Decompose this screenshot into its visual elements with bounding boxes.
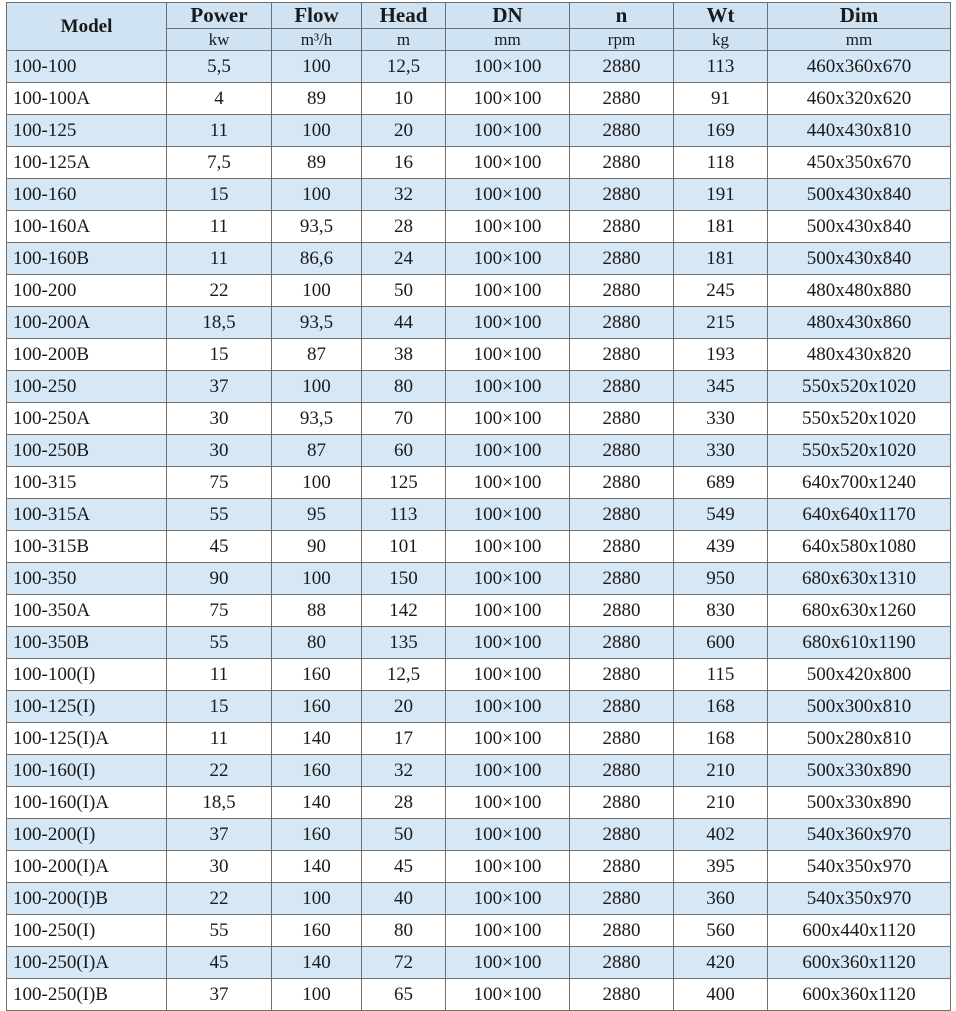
- cell-model: 100-125(I)A: [7, 723, 167, 755]
- table-cell: 95: [272, 499, 362, 531]
- table-cell: 20: [362, 115, 446, 147]
- table-cell: 80: [362, 371, 446, 403]
- table-cell: 11: [167, 723, 272, 755]
- table-cell: 17: [362, 723, 446, 755]
- table-cell: 100: [272, 467, 362, 499]
- cell-model: 100-200(I)A: [7, 851, 167, 883]
- cell-model: 100-350B: [7, 627, 167, 659]
- table-cell: 7,5: [167, 147, 272, 179]
- table-cell: 460x320x620: [768, 83, 951, 115]
- table-cell: 100×100: [446, 659, 570, 691]
- table-cell: 80: [272, 627, 362, 659]
- table-cell: 28: [362, 787, 446, 819]
- table-cell: 2880: [570, 595, 674, 627]
- table-cell: 160: [272, 659, 362, 691]
- table-cell: 600x360x1120: [768, 979, 951, 1011]
- table-cell: 560: [674, 915, 768, 947]
- table-row: [7, 499, 951, 531]
- header-row-titles: [7, 3, 951, 29]
- cell-model: 100-100(I): [7, 659, 167, 691]
- table-cell: 40: [362, 883, 446, 915]
- cell-model: 100-250(I)B: [7, 979, 167, 1011]
- table-cell: 15: [167, 179, 272, 211]
- table-cell: 2880: [570, 275, 674, 307]
- table-cell: 11: [167, 115, 272, 147]
- table-cell: 28: [362, 211, 446, 243]
- table-cell: 45: [362, 851, 446, 883]
- table-cell: 45: [167, 531, 272, 563]
- table-cell: 2880: [570, 723, 674, 755]
- table-cell: 2880: [570, 115, 674, 147]
- table-cell: 50: [362, 819, 446, 851]
- table-cell: 600x440x1120: [768, 915, 951, 947]
- table-row: [7, 627, 951, 659]
- table-cell: 100×100: [446, 371, 570, 403]
- table-cell: 140: [272, 851, 362, 883]
- table-cell: 640x640x1170: [768, 499, 951, 531]
- table-cell: 88: [272, 595, 362, 627]
- table-cell: 480x430x820: [768, 339, 951, 371]
- table-row: [7, 563, 951, 595]
- table-cell: 80: [362, 915, 446, 947]
- table-cell: 2880: [570, 819, 674, 851]
- table-cell: 181: [674, 243, 768, 275]
- table-cell: 24: [362, 243, 446, 275]
- table-cell: 30: [167, 403, 272, 435]
- table-cell: 100×100: [446, 531, 570, 563]
- table-cell: 2880: [570, 467, 674, 499]
- table-row: [7, 435, 951, 467]
- table-cell: 2880: [570, 979, 674, 1011]
- table-row: [7, 531, 951, 563]
- table-cell: 22: [167, 755, 272, 787]
- cell-model: 100-250(I): [7, 915, 167, 947]
- table-row: [7, 83, 951, 115]
- table-cell: 2880: [570, 83, 674, 115]
- table-row: [7, 371, 951, 403]
- cell-model: 100-315: [7, 467, 167, 499]
- table-cell: 210: [674, 755, 768, 787]
- table-cell: 55: [167, 627, 272, 659]
- table-row: [7, 467, 951, 499]
- cell-model: 100-160: [7, 179, 167, 211]
- table-cell: 550x520x1020: [768, 371, 951, 403]
- table-cell: 5,5: [167, 51, 272, 83]
- table-cell: 2880: [570, 755, 674, 787]
- table-cell: 89: [272, 147, 362, 179]
- table-cell: 2880: [570, 403, 674, 435]
- table-cell: 89: [272, 83, 362, 115]
- cell-model: 100-315A: [7, 499, 167, 531]
- table-cell: 168: [674, 723, 768, 755]
- table-cell: 37: [167, 371, 272, 403]
- table-cell: 2880: [570, 339, 674, 371]
- table-cell: 2880: [570, 243, 674, 275]
- table-cell: 100: [272, 371, 362, 403]
- table-cell: 93,5: [272, 307, 362, 339]
- table-cell: 550x520x1020: [768, 435, 951, 467]
- table-cell: 2880: [570, 915, 674, 947]
- table-cell: 135: [362, 627, 446, 659]
- cell-model: 100-350: [7, 563, 167, 595]
- table-cell: 10: [362, 83, 446, 115]
- table-row: [7, 755, 951, 787]
- table-cell: 193: [674, 339, 768, 371]
- table-cell: 100×100: [446, 499, 570, 531]
- table-row: [7, 851, 951, 883]
- table-cell: 12,5: [362, 51, 446, 83]
- table-cell: 30: [167, 851, 272, 883]
- column-unit-head: m: [362, 29, 446, 51]
- table-cell: 181: [674, 211, 768, 243]
- table-cell: 500x280x810: [768, 723, 951, 755]
- cell-model: 100-160(I): [7, 755, 167, 787]
- table-cell: 15: [167, 339, 272, 371]
- table-cell: 402: [674, 819, 768, 851]
- table-cell: 640x700x1240: [768, 467, 951, 499]
- column-header-dim: Dim: [768, 3, 951, 29]
- table-cell: 140: [272, 723, 362, 755]
- cell-model: 100-200: [7, 275, 167, 307]
- table-cell: 440x430x810: [768, 115, 951, 147]
- table-cell: 32: [362, 755, 446, 787]
- table-cell: 37: [167, 979, 272, 1011]
- table-cell: 360: [674, 883, 768, 915]
- table-row: [7, 211, 951, 243]
- cell-model: 100-160(I)A: [7, 787, 167, 819]
- table-cell: 2880: [570, 659, 674, 691]
- table-row: [7, 883, 951, 915]
- table-cell: 50: [362, 275, 446, 307]
- table-cell: 100×100: [446, 115, 570, 147]
- table-cell: 100×100: [446, 339, 570, 371]
- table-cell: 38: [362, 339, 446, 371]
- table-cell: 60: [362, 435, 446, 467]
- cell-model: 100-200A: [7, 307, 167, 339]
- column-header-n: n: [570, 3, 674, 29]
- table-cell: 18,5: [167, 307, 272, 339]
- table-row: [7, 819, 951, 851]
- table-cell: 100×100: [446, 211, 570, 243]
- table-row: [7, 275, 951, 307]
- table-cell: 2880: [570, 627, 674, 659]
- table-cell: 2880: [570, 947, 674, 979]
- table-cell: 689: [674, 467, 768, 499]
- table-cell: 2880: [570, 51, 674, 83]
- table-cell: 101: [362, 531, 446, 563]
- table-row: [7, 403, 951, 435]
- table-cell: 140: [272, 947, 362, 979]
- table-row: [7, 947, 951, 979]
- table-cell: 600: [674, 627, 768, 659]
- table-row: [7, 915, 951, 947]
- cell-model: 100-160B: [7, 243, 167, 275]
- table-cell: 100×100: [446, 755, 570, 787]
- column-header-dn: DN: [446, 3, 570, 29]
- table-cell: 22: [167, 883, 272, 915]
- column-header-model: Model: [7, 3, 167, 51]
- column-unit-flow: m³/h: [272, 29, 362, 51]
- table-row: [7, 787, 951, 819]
- table-cell: 15: [167, 691, 272, 723]
- column-unit-n: rpm: [570, 29, 674, 51]
- table-cell: 70: [362, 403, 446, 435]
- table-row: [7, 147, 951, 179]
- table-cell: 100: [272, 179, 362, 211]
- cell-model: 100-315B: [7, 531, 167, 563]
- cell-model: 100-250B: [7, 435, 167, 467]
- table-cell: 2880: [570, 691, 674, 723]
- column-unit-dim: mm: [768, 29, 951, 51]
- table-cell: 2880: [570, 787, 674, 819]
- cell-model: 100-100: [7, 51, 167, 83]
- table-cell: 142: [362, 595, 446, 627]
- table-cell: 168: [674, 691, 768, 723]
- table-cell: 100×100: [446, 403, 570, 435]
- table-body: [7, 51, 951, 1011]
- table-cell: 55: [167, 499, 272, 531]
- pump-specification-table: [6, 2, 951, 1011]
- table-cell: 72: [362, 947, 446, 979]
- table-cell: 100×100: [446, 787, 570, 819]
- table-cell: 55: [167, 915, 272, 947]
- table-row: [7, 659, 951, 691]
- table-cell: 11: [167, 659, 272, 691]
- table-cell: 11: [167, 211, 272, 243]
- table-cell: 160: [272, 691, 362, 723]
- table-cell: 2880: [570, 179, 674, 211]
- table-cell: 37: [167, 819, 272, 851]
- table-cell: 150: [362, 563, 446, 595]
- table-row: [7, 115, 951, 147]
- table-cell: 500x330x890: [768, 755, 951, 787]
- table-cell: 191: [674, 179, 768, 211]
- table-cell: 2880: [570, 307, 674, 339]
- table-cell: 460x360x670: [768, 51, 951, 83]
- table-row: [7, 339, 951, 371]
- table-cell: 540x350x970: [768, 883, 951, 915]
- table-cell: 118: [674, 147, 768, 179]
- cell-model: 100-160A: [7, 211, 167, 243]
- table-cell: 100×100: [446, 563, 570, 595]
- table-cell: 2880: [570, 531, 674, 563]
- column-unit-wt: kg: [674, 29, 768, 51]
- table-cell: 100×100: [446, 83, 570, 115]
- cell-model: 100-125: [7, 115, 167, 147]
- table-cell: 45: [167, 947, 272, 979]
- table-cell: 91: [674, 83, 768, 115]
- table-cell: 100×100: [446, 243, 570, 275]
- table-cell: 30: [167, 435, 272, 467]
- cell-model: 100-200(I): [7, 819, 167, 851]
- column-unit-dn: mm: [446, 29, 570, 51]
- table-cell: 100×100: [446, 435, 570, 467]
- table-row: [7, 179, 951, 211]
- table-cell: 100×100: [446, 147, 570, 179]
- table-cell: 93,5: [272, 403, 362, 435]
- table-cell: 100: [272, 275, 362, 307]
- column-unit-power: kw: [167, 29, 272, 51]
- table-cell: 16: [362, 147, 446, 179]
- table-cell: 830: [674, 595, 768, 627]
- table-cell: 115: [674, 659, 768, 691]
- table-cell: 100×100: [446, 979, 570, 1011]
- table-cell: 20: [362, 691, 446, 723]
- table-cell: 950: [674, 563, 768, 595]
- table-cell: 500x420x800: [768, 659, 951, 691]
- cell-model: 100-250A: [7, 403, 167, 435]
- table-cell: 160: [272, 915, 362, 947]
- table-cell: 680x630x1310: [768, 563, 951, 595]
- table-cell: 680x610x1190: [768, 627, 951, 659]
- table-cell: 140: [272, 787, 362, 819]
- table-cell: 87: [272, 339, 362, 371]
- table-cell: 2880: [570, 211, 674, 243]
- table-cell: 450x350x670: [768, 147, 951, 179]
- table-cell: 330: [674, 435, 768, 467]
- table-cell: 400: [674, 979, 768, 1011]
- table-row: [7, 691, 951, 723]
- table-cell: 2880: [570, 499, 674, 531]
- table-cell: 680x630x1260: [768, 595, 951, 627]
- table-cell: 500x430x840: [768, 211, 951, 243]
- table-cell: 160: [272, 755, 362, 787]
- table-cell: 215: [674, 307, 768, 339]
- table-cell: 540x360x970: [768, 819, 951, 851]
- cell-model: 100-200(I)B: [7, 883, 167, 915]
- table-cell: 100×100: [446, 883, 570, 915]
- table-row: [7, 51, 951, 83]
- cell-model: 100-250(I)A: [7, 947, 167, 979]
- table-cell: 345: [674, 371, 768, 403]
- table-cell: 439: [674, 531, 768, 563]
- table-cell: 75: [167, 595, 272, 627]
- column-header-wt: Wt: [674, 3, 768, 29]
- table-cell: 75: [167, 467, 272, 499]
- table-cell: 549: [674, 499, 768, 531]
- table-cell: 100×100: [446, 947, 570, 979]
- table-cell: 210: [674, 787, 768, 819]
- table-cell: 90: [272, 531, 362, 563]
- table-cell: 12,5: [362, 659, 446, 691]
- table-cell: 113: [362, 499, 446, 531]
- table-cell: 100×100: [446, 691, 570, 723]
- table-cell: 87: [272, 435, 362, 467]
- table-cell: 18,5: [167, 787, 272, 819]
- table-cell: 113: [674, 51, 768, 83]
- table-cell: 500x330x890: [768, 787, 951, 819]
- table-cell: 100: [272, 563, 362, 595]
- table-cell: 100×100: [446, 851, 570, 883]
- column-header-flow: Flow: [272, 3, 362, 29]
- table-cell: 44: [362, 307, 446, 339]
- table-cell: 100×100: [446, 723, 570, 755]
- table-cell: 2880: [570, 435, 674, 467]
- table-cell: 11: [167, 243, 272, 275]
- cell-model: 100-125A: [7, 147, 167, 179]
- table-cell: 640x580x1080: [768, 531, 951, 563]
- table-cell: 169: [674, 115, 768, 147]
- table-cell: 160: [272, 819, 362, 851]
- table-cell: 2880: [570, 883, 674, 915]
- table-row: [7, 307, 951, 339]
- cell-model: 100-250: [7, 371, 167, 403]
- table-cell: 22: [167, 275, 272, 307]
- table-cell: 500x300x810: [768, 691, 951, 723]
- table-cell: 395: [674, 851, 768, 883]
- table-cell: 330: [674, 403, 768, 435]
- table-cell: 500x430x840: [768, 179, 951, 211]
- table-cell: 540x350x970: [768, 851, 951, 883]
- cell-model: 100-200B: [7, 339, 167, 371]
- table-header: [7, 3, 951, 51]
- column-header-power: Power: [167, 3, 272, 29]
- table-cell: 4: [167, 83, 272, 115]
- table-cell: 100: [272, 51, 362, 83]
- table-row: [7, 243, 951, 275]
- table-cell: 100×100: [446, 627, 570, 659]
- table-row: [7, 595, 951, 627]
- cell-model: 100-100A: [7, 83, 167, 115]
- table-cell: 480x430x860: [768, 307, 951, 339]
- table-cell: 100×100: [446, 179, 570, 211]
- table-cell: 93,5: [272, 211, 362, 243]
- table-cell: 100: [272, 883, 362, 915]
- table-cell: 32: [362, 179, 446, 211]
- table-cell: 550x520x1020: [768, 403, 951, 435]
- table-cell: 125: [362, 467, 446, 499]
- table-cell: 90: [167, 563, 272, 595]
- table-cell: 100×100: [446, 915, 570, 947]
- column-header-head: Head: [362, 3, 446, 29]
- table-cell: 100×100: [446, 51, 570, 83]
- cell-model: 100-350A: [7, 595, 167, 627]
- table-row: [7, 723, 951, 755]
- table-cell: 65: [362, 979, 446, 1011]
- table-cell: 2880: [570, 851, 674, 883]
- table-cell: 420: [674, 947, 768, 979]
- table-cell: 500x430x840: [768, 243, 951, 275]
- table-cell: 100×100: [446, 467, 570, 499]
- table-cell: 100: [272, 979, 362, 1011]
- table-cell: 100×100: [446, 307, 570, 339]
- table-cell: 100×100: [446, 275, 570, 307]
- table-cell: 600x360x1120: [768, 947, 951, 979]
- table-row: [7, 979, 951, 1011]
- table-cell: 2880: [570, 563, 674, 595]
- table-cell: 100: [272, 115, 362, 147]
- cell-model: 100-125(I): [7, 691, 167, 723]
- table-cell: 2880: [570, 147, 674, 179]
- table-cell: 100×100: [446, 819, 570, 851]
- table-cell: 245: [674, 275, 768, 307]
- table-cell: 2880: [570, 371, 674, 403]
- table-cell: 86,6: [272, 243, 362, 275]
- table-cell: 480x480x880: [768, 275, 951, 307]
- table-cell: 100×100: [446, 595, 570, 627]
